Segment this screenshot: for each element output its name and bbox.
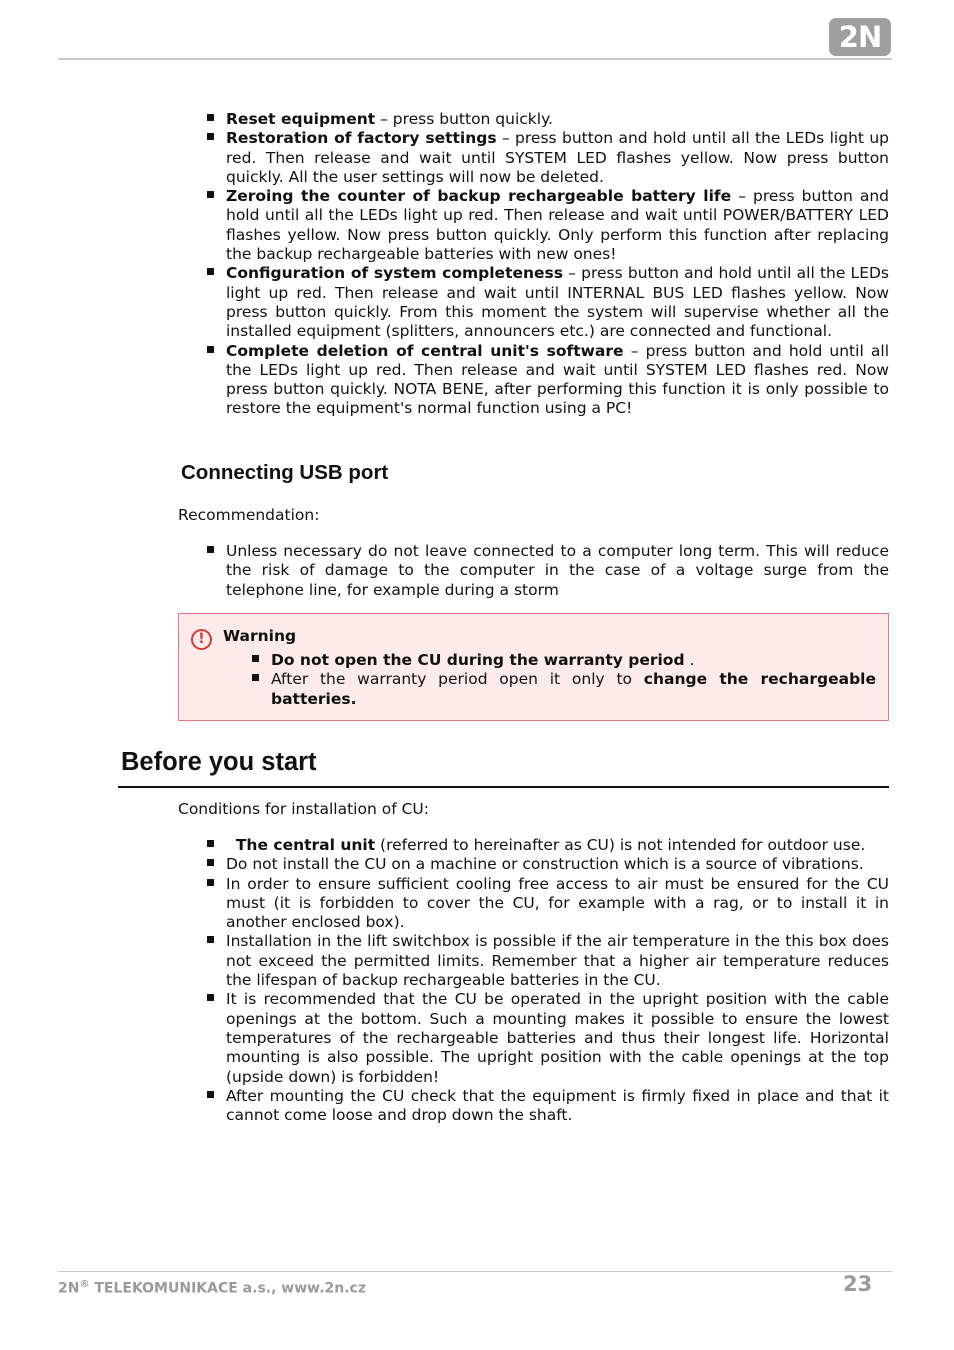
list-item: In order to ensure sufficient cooling free access to air must be ensured for the CU must (it is forbidden to cover the CU, for example with a rag, or to install it in another enclosed box). <box>226 874 889 932</box>
footer-company-text: TELEKOMUNIKACE a.s., www.2n.cz <box>89 1280 366 1297</box>
list-item: It is recommended that the CU be operated in the upright position with the cable openings at the bottom. Such a mounting makes it possible to ensure the lowest temperatures of the rechargeable batteries and thus their longest life. Horizontal mounting is also possible. The upright position with the cable openings at the top (upside down) is forbidden! <box>226 990 889 1086</box>
header-divider <box>58 58 892 60</box>
footer-brand: 2N <box>58 1280 80 1297</box>
list-item: Do not install the CU on a machine or construction which is a source of vibrations. <box>226 855 889 874</box>
footer-divider <box>58 1271 892 1272</box>
list-item: After mounting the CU check that the equipment is firmly fixed in place and that it cannot come loose and drop down the shaft. <box>226 1086 889 1125</box>
conditions-intro: Conditions for installation of CU: <box>178 800 429 818</box>
warning-text: After the warranty period open it only to <box>271 670 644 689</box>
list-item <box>271 670 876 709</box>
item-description: – press button quickly. <box>375 110 553 128</box>
2n-logo: 2N <box>829 18 891 56</box>
warning-title: Warning <box>223 627 297 645</box>
warning-text: . <box>684 651 695 669</box>
footer-company <box>58 1279 366 1297</box>
list-item: Unless necessary do not leave connected to a computer long term. This will reduce the risk of damage to the computer in the case of a voltage surge from the telephone line, for example during a storm <box>226 542 889 599</box>
button-functions-list <box>226 110 889 419</box>
before-you-start-heading: Before you start <box>121 748 317 776</box>
item-term: Restoration of factory settings <box>226 129 497 148</box>
item-term: Configuration of system completeness <box>226 264 563 283</box>
item-term: Complete deletion of central unit's software <box>226 341 624 360</box>
list-item <box>226 129 889 187</box>
warning-box <box>178 613 889 721</box>
list-item <box>271 651 876 670</box>
usb-recommendation-list <box>226 542 889 600</box>
list-item <box>226 836 889 855</box>
item-term: The central unit <box>235 836 376 854</box>
warning-text-bold: change the rechargeable batteries. <box>271 670 876 708</box>
item-description: (referred to hereinafter as CU) is not intended for outdoor use. <box>375 836 866 854</box>
item-description: – press button and hold until all the LEDs light up red. Then release and wait until SYSTEM LED flashes red. Now press button quickly. NOTA BENE, after performing this function it is only possible to restore the equipment's normal function using a PC! <box>226 341 889 418</box>
item-description: – press button and hold until all the LEDs light up red. Then release and wait until POWER/BATTERY LED flashes yellow. Now press button quickly. Only perform this function after replacing the backup rechargeable batteries with new ones! <box>226 187 889 264</box>
list-item: Installation in the lift switchbox is possible if the air temperature in the this box does not exceed the permitted limits. Remember that a higher air temperature reduces the lifespan of backup rechargeable batteries in the CU. <box>226 932 889 990</box>
item-term: Reset equipment <box>226 110 376 128</box>
recommendation-label: Recommendation: <box>178 506 320 524</box>
warning-list <box>271 651 876 709</box>
item-description: – press button and hold until all the LEDs light up red. Then release and wait until INTERNAL BUS LED flashes yellow. Now press button quickly. From this moment the system will supervise whether all the installed equipment (splitters, announcers etc.) are connected and functional. <box>226 264 889 341</box>
list-item <box>226 110 889 129</box>
list-item <box>226 264 889 341</box>
list-item <box>226 342 889 419</box>
installation-conditions-list <box>226 836 889 1125</box>
heading-underline <box>118 786 889 788</box>
item-description: – press button and hold until all the LEDs light up red. Then release and wait until SYSTEM LED flashes yellow. Now press button quickly. All the user settings will now be deleted. <box>226 129 889 186</box>
registered-mark: ® <box>79 1279 90 1290</box>
page-number: 23 <box>843 1272 873 1296</box>
exclamation-circle-icon: ! <box>191 629 212 650</box>
usb-section-heading: Connecting USB port <box>181 461 389 484</box>
item-term: Zeroing the counter of backup rechargeable battery life <box>226 187 732 206</box>
list-item <box>226 187 889 264</box>
warning-text-bold: Do not open the CU during the warranty period <box>271 651 685 669</box>
